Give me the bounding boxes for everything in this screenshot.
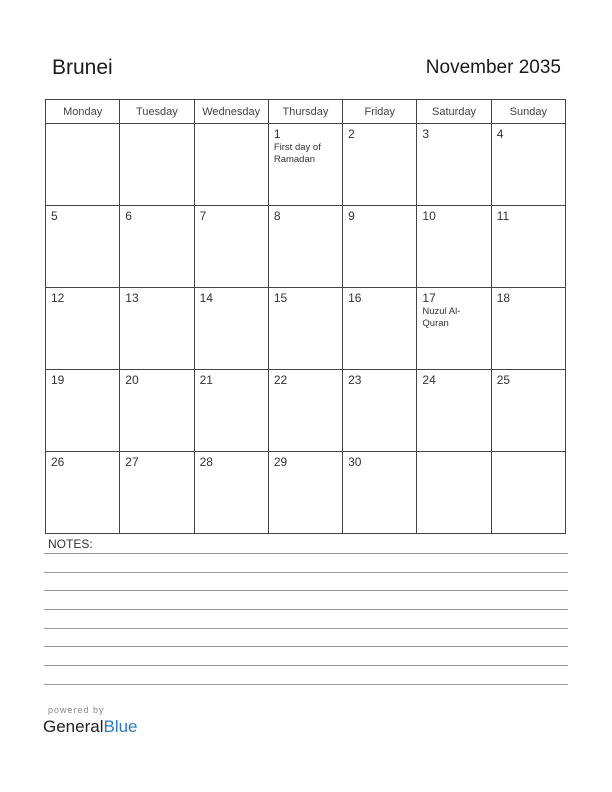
notes-line <box>44 646 568 647</box>
week-row <box>46 206 566 288</box>
day-cell <box>194 370 268 452</box>
notes-line <box>44 665 568 666</box>
notes-line <box>44 572 568 573</box>
weekday-header: Wednesday <box>194 100 268 124</box>
day-cell <box>417 124 491 206</box>
week-row <box>46 370 566 452</box>
day-number: 28 <box>199 455 213 469</box>
day-number: 23 <box>348 373 362 387</box>
day-event: Nuzul Al-Quran <box>422 306 461 329</box>
notes-line <box>44 628 568 629</box>
day-cell <box>491 452 565 534</box>
day-event: First day of Ramadan <box>273 142 321 165</box>
day-number: 15 <box>273 291 288 305</box>
weekday-header: Monday <box>46 100 120 124</box>
week-row <box>46 452 566 534</box>
weekday-header: Thursday <box>268 100 342 124</box>
day-cell <box>343 452 417 534</box>
day-number: 25 <box>496 373 511 387</box>
day-number: 7 <box>199 209 207 223</box>
day-cell <box>343 288 417 370</box>
day-number: 17 <box>422 291 436 305</box>
day-cell <box>268 370 342 452</box>
day-number: 3 <box>422 127 430 141</box>
day-cell <box>268 452 342 534</box>
day-cell <box>491 288 565 370</box>
day-number: 19 <box>51 373 65 387</box>
day-cell <box>194 206 268 288</box>
day-cell <box>120 124 194 206</box>
day-cell <box>120 206 194 288</box>
powered-by-text: powered by <box>48 705 105 715</box>
day-number: 13 <box>125 291 139 305</box>
day-cell <box>46 206 120 288</box>
notes-line <box>44 684 568 685</box>
generalblue-logo <box>43 717 138 737</box>
day-cell <box>194 452 268 534</box>
day-number: 9 <box>348 209 355 223</box>
day-number: 30 <box>348 455 362 469</box>
day-cell <box>417 370 491 452</box>
day-number: 5 <box>51 209 58 223</box>
month-title: November 2035 <box>425 57 561 78</box>
weekday-header: Saturday <box>417 100 491 124</box>
day-number: 2 <box>348 127 355 141</box>
notes-line <box>44 590 568 591</box>
day-number: 4 <box>496 127 504 141</box>
day-cell <box>194 288 268 370</box>
weekday-header: Tuesday <box>120 100 194 124</box>
day-number: 11 <box>496 209 510 223</box>
day-cell <box>268 206 342 288</box>
day-cell <box>46 452 120 534</box>
day-number: 1 <box>273 127 281 141</box>
day-number: 24 <box>422 373 436 387</box>
day-number: 26 <box>51 455 65 469</box>
logo-text-blue: Blue <box>103 717 138 736</box>
day-cell <box>46 370 120 452</box>
day-number: 29 <box>273 455 288 469</box>
day-number: 8 <box>273 209 281 223</box>
weekday-header-row <box>46 100 566 124</box>
day-cell <box>343 370 417 452</box>
day-cell <box>194 124 268 206</box>
day-cell <box>417 452 491 534</box>
day-number: 21 <box>199 373 213 387</box>
calendar-grid <box>45 99 566 534</box>
day-number: 10 <box>422 209 436 223</box>
day-number: 6 <box>125 209 132 223</box>
day-number: 16 <box>348 291 362 305</box>
day-cell <box>417 206 491 288</box>
day-cell <box>491 124 565 206</box>
day-cell <box>46 288 120 370</box>
logo-text-general: General <box>43 717 104 736</box>
day-number: 20 <box>125 373 139 387</box>
day-number: 22 <box>273 373 288 387</box>
day-cell <box>417 288 491 370</box>
day-cell <box>268 124 342 206</box>
week-row <box>46 124 566 206</box>
day-number: 27 <box>125 455 139 469</box>
day-cell <box>268 288 342 370</box>
day-number: 12 <box>51 291 65 305</box>
day-cell <box>491 206 565 288</box>
country-title: Brunei <box>52 56 113 79</box>
weekday-header: Friday <box>343 100 417 124</box>
day-cell <box>343 124 417 206</box>
day-cell <box>491 370 565 452</box>
weekday-header: Sunday <box>491 100 565 124</box>
notes-label: NOTES: <box>48 537 93 551</box>
day-number: 14 <box>199 291 213 305</box>
day-cell <box>120 370 194 452</box>
day-number: 18 <box>496 291 511 305</box>
day-cell <box>46 124 120 206</box>
day-cell <box>343 206 417 288</box>
week-row <box>46 288 566 370</box>
day-cell <box>120 288 194 370</box>
notes-line <box>44 553 568 554</box>
day-cell <box>120 452 194 534</box>
notes-line <box>44 609 568 610</box>
